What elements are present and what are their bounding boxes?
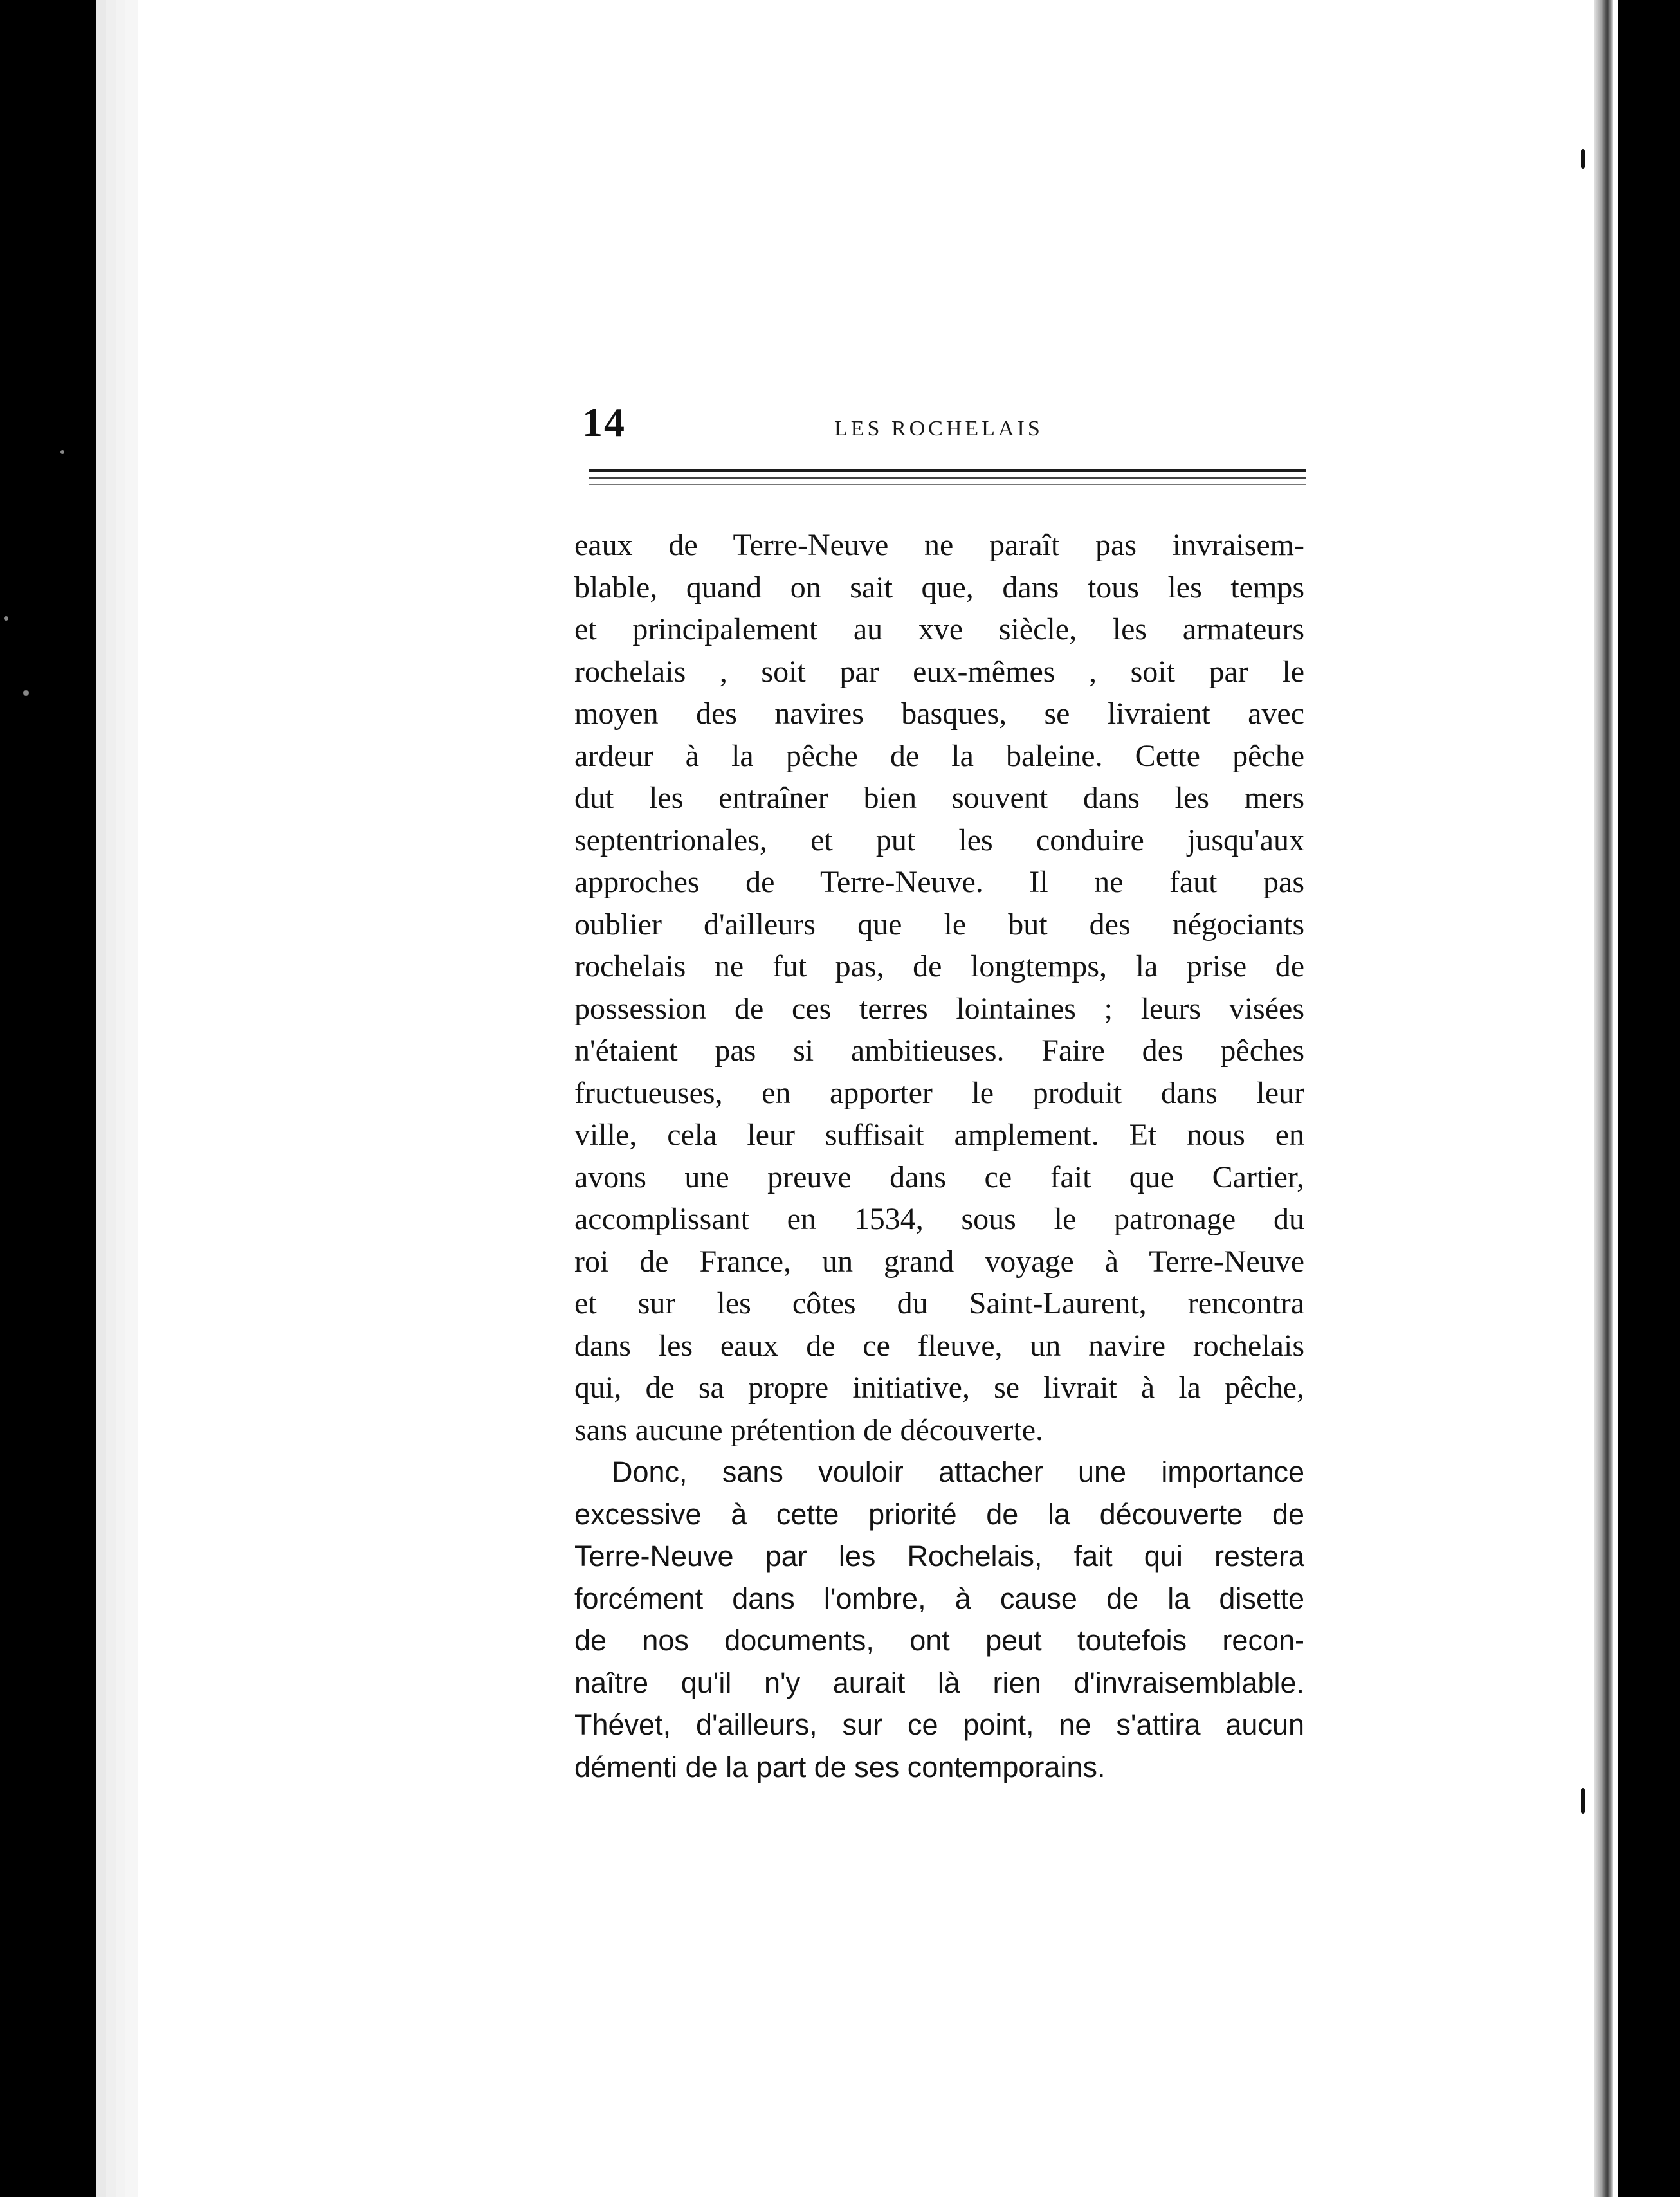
text-line: blable, quand on sait que, dans tous les temps — [574, 570, 1304, 605]
paragraph — [574, 1451, 1304, 1788]
text-line: sans aucune prétention de découverte. — [574, 1412, 1044, 1447]
text-line: forcément dans l'ombre, à cause de la disette — [574, 1582, 1304, 1615]
text-line: dut les entraîner bien souvent dans les mers — [574, 781, 1304, 815]
text-line: ardeur à la pêche de la baleine. Cette pêche — [574, 738, 1304, 773]
text-line: Terre-Neuve par les Rochelais, fait qui restera — [574, 1540, 1304, 1573]
paragraph — [574, 524, 1304, 1451]
page-number: 14 — [582, 399, 626, 445]
text-line: Thévet, d'ailleurs, sur ce point, ne s'attira aucun — [574, 1708, 1304, 1741]
text-line: démenti de la part de ses contemporains. — [574, 1750, 1106, 1783]
stray-mark — [60, 450, 64, 454]
text-line: eaux de Terre-Neuve ne paraît pas invraisem- — [574, 528, 1304, 562]
text-line: septentrionales, et put les conduire jusqu'aux — [574, 823, 1304, 857]
text-line: et principalement au xve siècle, les armateurs — [574, 612, 1304, 646]
gutter-mark — [1581, 149, 1585, 169]
text-line: naître qu'il n'y aurait là rien d'invraisemblable. — [574, 1666, 1304, 1699]
stray-mark — [23, 690, 29, 696]
header-rule — [589, 469, 1306, 472]
text-line: excessive à cette priorité de la découverte de — [574, 1497, 1304, 1531]
text-line: ville, cela leur suffisait amplement. Et nous en — [574, 1118, 1304, 1152]
text-line: et sur les côtes du Saint-Laurent, rencontra — [574, 1286, 1304, 1320]
page-gutter — [1594, 0, 1613, 2197]
text-line: accomplissant en 1534, sous le patronage du — [574, 1202, 1304, 1236]
text-line: possession de ces terres lointaines ; leurs visées — [574, 991, 1304, 1026]
body-text — [574, 524, 1304, 1788]
text-line: Donc, sans vouloir attacher une importance — [612, 1455, 1304, 1488]
header-rule — [589, 484, 1306, 485]
text-line: rochelais ne fut pas, de longtemps, la prise de — [574, 949, 1304, 983]
stray-mark — [4, 616, 8, 621]
text-line: approches de Terre-Neuve. Il ne faut pas — [574, 865, 1304, 899]
text-line: n'étaient pas si ambitieuses. Faire des pêches — [574, 1034, 1304, 1068]
header-rule — [589, 477, 1306, 479]
page-header — [582, 399, 1309, 450]
text-line: rochelais , soit par eux-mêmes , soit par le — [574, 654, 1304, 689]
text-line: qui, de sa propre initiative, se livrait à la pêche, — [574, 1371, 1304, 1405]
text-line: roi de France, un grand voyage à Terre-Neuve — [574, 1244, 1304, 1279]
text-line: fructueuses, en apporter le produit dans leur — [574, 1075, 1304, 1110]
text-line: dans les eaux de ce fleuve, un navire rochelais — [574, 1328, 1304, 1363]
text-line: oublier d'ailleurs que le but des négociants — [574, 907, 1304, 942]
text-line: avons une preuve dans ce fait que Cartier, — [574, 1160, 1304, 1194]
text-line: de nos documents, ont peut toutefois recon- — [574, 1624, 1304, 1657]
gutter-mark — [1581, 1788, 1585, 1814]
running-title: LES ROCHELAIS — [834, 417, 1043, 441]
text-line: moyen des navires basques, se livraient avec — [574, 697, 1304, 731]
